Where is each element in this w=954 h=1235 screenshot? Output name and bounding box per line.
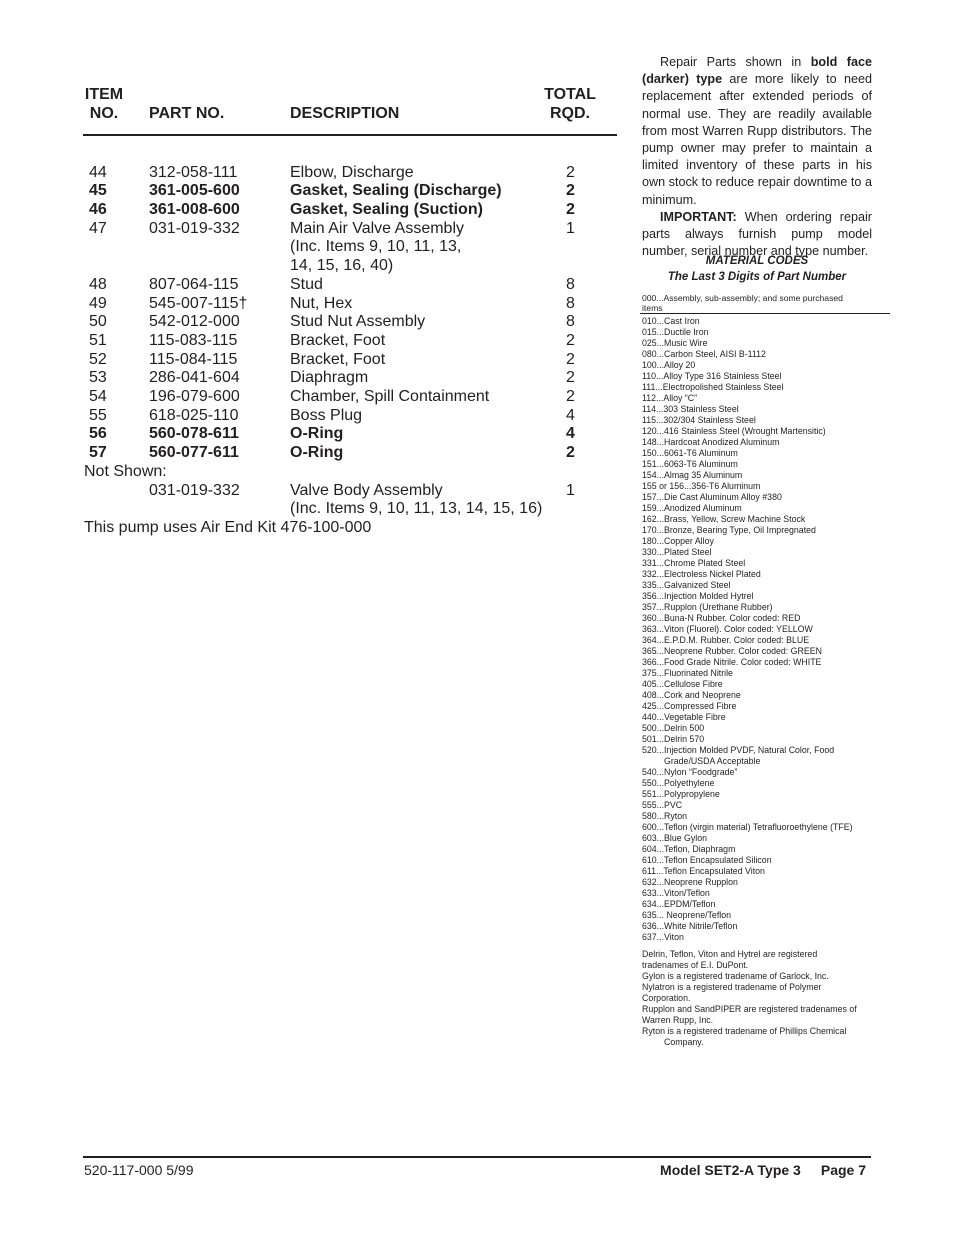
- part-no: 196-079-600: [149, 388, 240, 405]
- item-no: 49: [89, 295, 107, 312]
- material-code-item: 025...Music Wire: [642, 338, 708, 348]
- material-code-item: 440...Vegetable Fibre: [642, 712, 726, 722]
- part-no: 542-012-000: [149, 313, 240, 330]
- material-code-item: 635... Neoprene/Teflon: [642, 910, 732, 920]
- qty: 2: [566, 201, 575, 218]
- qty: 2: [566, 388, 575, 405]
- material-code-item: 611...Teflon Encapsulated Viton: [642, 866, 765, 876]
- item-no: 51: [89, 332, 107, 349]
- material-code-item: 364...E.P.D.M. Rubber. Color coded: BLUE: [642, 635, 810, 645]
- description: O-Ring: [290, 444, 344, 461]
- item-no: 54: [89, 388, 107, 405]
- material-code-item: 335...Galvanized Steel: [642, 580, 731, 590]
- part-no: 618-025-110: [149, 407, 239, 424]
- trademark-line: Nylatron is a registered tradename of Polymer: [642, 982, 822, 992]
- part-no: 286-041-604: [149, 369, 240, 386]
- item-no: 52: [89, 351, 107, 368]
- header-total-line2: RQD.: [550, 105, 590, 122]
- material-code-item: 159...Anodized Aluminum: [642, 503, 742, 513]
- qty: 4: [566, 407, 575, 424]
- material-code-item: 408...Cork and Neoprene: [642, 690, 741, 700]
- description-line2: (Inc. Items 9, 10, 11, 13,: [290, 238, 462, 255]
- material-code-item: 600...Teflon (virgin material) Tetrafluoroethylene (TFE): [642, 822, 853, 832]
- part-no: 545-007-115†: [149, 295, 248, 312]
- material-code-item: 154...Almag 35 Aluminum: [642, 470, 743, 480]
- qty: 8: [566, 276, 575, 293]
- repair-parts-note: [642, 54, 872, 260]
- material-codes-title: [642, 253, 872, 285]
- qty: 2: [566, 369, 575, 386]
- qty: 1: [566, 220, 575, 237]
- para1-start: Repair Parts shown in: [660, 55, 811, 69]
- material-codes-rule: [640, 313, 890, 314]
- item-no: 53: [89, 369, 107, 386]
- qty: 2: [566, 164, 575, 181]
- header-item-line1: ITEM: [84, 86, 124, 103]
- qty: 8: [566, 313, 575, 330]
- material-code-item: 633...Viton/Teflon: [642, 888, 710, 898]
- header-total-line1: TOTAL: [544, 86, 596, 103]
- trademark-line: Ryton is a registered tradename of Phillips Chemical: [642, 1026, 847, 1036]
- part-no: 115-083-115: [149, 332, 238, 349]
- material-code-item: 520...Injection Molded PVDF, Natural Color, Food: [642, 745, 835, 755]
- description: O-Ring: [290, 425, 344, 442]
- item-no: 44: [89, 164, 107, 181]
- air-end-note: This pump uses Air End Kit 476-100-000: [84, 519, 372, 536]
- description: Diaphragm: [290, 369, 369, 386]
- material-code-item: 148...Hardcoat Anodized Aluminum: [642, 437, 780, 447]
- qty: 2: [566, 351, 575, 368]
- material-title-line2: The Last 3 Digits of Part Number: [667, 271, 847, 283]
- item-no: 46: [89, 201, 107, 218]
- material-code-item: 555...PVC: [642, 800, 683, 810]
- material-code-item: 170...Bronze, Bearing Type, Oil Impregnated: [642, 525, 816, 535]
- description: Stud: [290, 276, 323, 293]
- material-code-item: 356...Injection Molded Hytrel: [642, 591, 754, 601]
- material-code-item: 375...Fluorinated Nitrile: [642, 668, 733, 678]
- material-code-item: 157...Die Cast Aluminum Alloy #380: [642, 492, 782, 502]
- material-code-item: 634...EPDM/Teflon: [642, 899, 716, 909]
- material-code-item: 331...Chrome Plated Steel: [642, 558, 746, 568]
- model-label: Model SET2-A Type 3: [660, 1162, 801, 1178]
- trademark-line: Rupplon and SandPIPER are registered tradenames of: [642, 1004, 857, 1014]
- item-no: 47: [89, 220, 107, 237]
- qty: 2: [566, 182, 575, 199]
- material-code-item: 425...Compressed Fibre: [642, 701, 737, 711]
- para1-bold: bold face (darker) type: [642, 55, 872, 87]
- footer-right: [600, 1162, 866, 1178]
- material-code-item: 015...Ductile Iron: [642, 327, 709, 337]
- material-code-item: 112...Alloy “C”: [642, 393, 698, 403]
- material-code-item: 357...Rupplon (Urethane Rubber): [642, 602, 773, 612]
- material-code-item: 366...Food Grade Nitrile. Color coded: WHITE: [642, 657, 822, 667]
- qty: 1: [566, 482, 575, 499]
- material-code-item: 540...Nylon “Foodgrade”: [642, 767, 738, 777]
- description: Chamber, Spill Containment: [290, 388, 490, 405]
- description: Bracket, Foot: [290, 332, 386, 349]
- repair-parts-paragraph: [642, 54, 872, 209]
- material-code-item: 150...6061-T6 Aluminum: [642, 448, 738, 458]
- trademark-notes: [642, 949, 878, 1048]
- description: Stud Nut Assembly: [290, 313, 426, 330]
- item-no: 56: [89, 425, 107, 442]
- material-header: 000...Assembly, sub-assembly; and some purchased items: [642, 293, 843, 313]
- material-code-item: 632...Neoprene Rupplon: [642, 877, 738, 887]
- material-code-item: 332...Electroless Nickel Plated: [642, 569, 761, 579]
- part-no: 807-064-115: [149, 276, 239, 293]
- description-line3: 14, 15, 16, 40): [290, 257, 394, 274]
- description: Gasket, Sealing (Suction): [290, 201, 483, 218]
- material-code-item: 610...Teflon Encapsulated Silicon: [642, 855, 772, 865]
- part-no: 560-077-611: [149, 444, 239, 461]
- header-description: DESCRIPTION: [290, 105, 400, 122]
- material-code-item: 363...Viton (Fluorel). Color coded: YELLOW: [642, 624, 813, 634]
- material-code-item: 114...303 Stainless Steel: [642, 404, 739, 414]
- part-no: 361-005-600: [149, 182, 240, 199]
- description: Boss Plug: [290, 407, 363, 424]
- material-codes-entries: [642, 316, 890, 943]
- important-label: IMPORTANT:: [660, 209, 737, 224]
- description: Bracket, Foot: [290, 351, 386, 368]
- material-code-item: 155 or 156...356-T6 Aluminum: [642, 481, 761, 491]
- material-code-item: 580...Ryton: [642, 811, 687, 821]
- trademark-line: Warren Rupp, Inc.: [642, 1015, 714, 1025]
- trademark-line: Company.: [664, 1037, 704, 1047]
- description-line2: (Inc. Items 9, 10, 11, 13, 14, 15, 16): [290, 500, 543, 517]
- footer-rule: [83, 1156, 871, 1158]
- material-code-item: 120...416 Stainless Steel (Wrought Martensitic): [642, 426, 826, 436]
- description: Main Air Valve Assembly: [290, 220, 464, 237]
- material-code-item: 603...Blue Gylon: [642, 833, 708, 843]
- part-no: 312-058-111: [149, 164, 238, 181]
- material-code-item: 110...Alloy Type 316 Stainless Steel: [642, 371, 782, 381]
- material-codes-list: [642, 293, 890, 315]
- trademark-line: Delrin, Teflon, Viton and Hytrel are registered: [642, 949, 818, 959]
- material-code-item: 010...Cast Iron: [642, 316, 700, 326]
- para1-rest: are more likely to need replacement after extended periods of normal use. They are readily available from most Warren Rupp distributors. The pump owner may prefer to maintain a limited inventory of these parts in his own stock to reduce repair downtime to a minimum.: [642, 72, 872, 207]
- description: Nut, Hex: [290, 295, 353, 312]
- material-code-item: 551...Polypropylene: [642, 789, 720, 799]
- material-code-item: 151...6063-T6 Aluminum: [642, 459, 738, 469]
- header-total-rqd: [540, 85, 600, 123]
- item-no: 57: [89, 444, 107, 461]
- header-part-no: PART NO.: [149, 105, 225, 122]
- item-no: 55: [89, 407, 107, 424]
- item-no: 50: [89, 313, 107, 330]
- important-text: When ordering repair parts always furnish pump model number, serial number and type number.: [642, 209, 872, 259]
- material-code-item: 604...Teflon, Diaphragm: [642, 844, 736, 854]
- part-no: 031-019-332: [149, 482, 240, 499]
- material-code-item: 100...Alloy 20: [642, 360, 696, 370]
- material-code-item: 360...Buna-N Rubber. Color coded: RED: [642, 613, 801, 623]
- material-code-item: 111...Electropolished Stainless Steel: [642, 382, 784, 392]
- part-no: 115-084-115: [149, 351, 238, 368]
- material-code-item: 550...Polyethylene: [642, 778, 715, 788]
- trademark-line: Gylon is a registered tradename of Garlock, Inc.: [642, 971, 829, 981]
- trademark-line: tradenames of E.I. DuPont.: [642, 960, 749, 970]
- doc-number: 520-117-000 5/99: [84, 1162, 194, 1178]
- material-code-item: 501...Delrin 570: [642, 734, 705, 744]
- material-code-item: 365...Neoprene Rubber. Color coded: GREEN: [642, 646, 822, 656]
- header-item-no: [84, 85, 124, 123]
- material-code-item: 115...302/304 Stainless Steel: [642, 415, 756, 425]
- material-title-line1: MATERIAL CODES: [705, 255, 809, 267]
- material-code-item: 180...Copper Alloy: [642, 536, 714, 546]
- part-no: 361-008-600: [149, 201, 240, 218]
- not-shown-text: Not Shown:: [84, 463, 167, 480]
- description: Gasket, Sealing (Discharge): [290, 182, 502, 199]
- material-code-item: 162...Brass, Yellow, Screw Machine Stock: [642, 514, 806, 524]
- trademark-line: Corporation.: [642, 993, 691, 1003]
- material-code-item: 637...Viton: [642, 932, 684, 942]
- table-header-rule: [83, 134, 617, 136]
- description: Valve Body Assembly: [290, 482, 443, 499]
- qty: 2: [566, 332, 575, 349]
- item-no: 48: [89, 276, 107, 293]
- qty: 8: [566, 295, 575, 312]
- material-code-item: 405...Cellulose Fibre: [642, 679, 723, 689]
- material-code-item: 500...Delrin 500: [642, 723, 705, 733]
- item-no: 45: [89, 182, 107, 199]
- material-code-item: Grade/USDA Acceptable: [664, 756, 761, 766]
- description: Elbow, Discharge: [290, 164, 414, 181]
- part-no: 031-019-332: [149, 220, 240, 237]
- material-code-item: 636...White Nitrile/Teflon: [642, 921, 738, 931]
- qty: 2: [566, 444, 575, 461]
- part-no: 560-078-611: [149, 425, 239, 442]
- material-code-item: 330...Plated Steel: [642, 547, 712, 557]
- qty: 4: [566, 425, 575, 442]
- material-code-item: 080...Carbon Steel, AISI B-1112: [642, 349, 766, 359]
- page-number: Page 7: [820, 1162, 866, 1178]
- header-item-line2: NO.: [89, 105, 119, 122]
